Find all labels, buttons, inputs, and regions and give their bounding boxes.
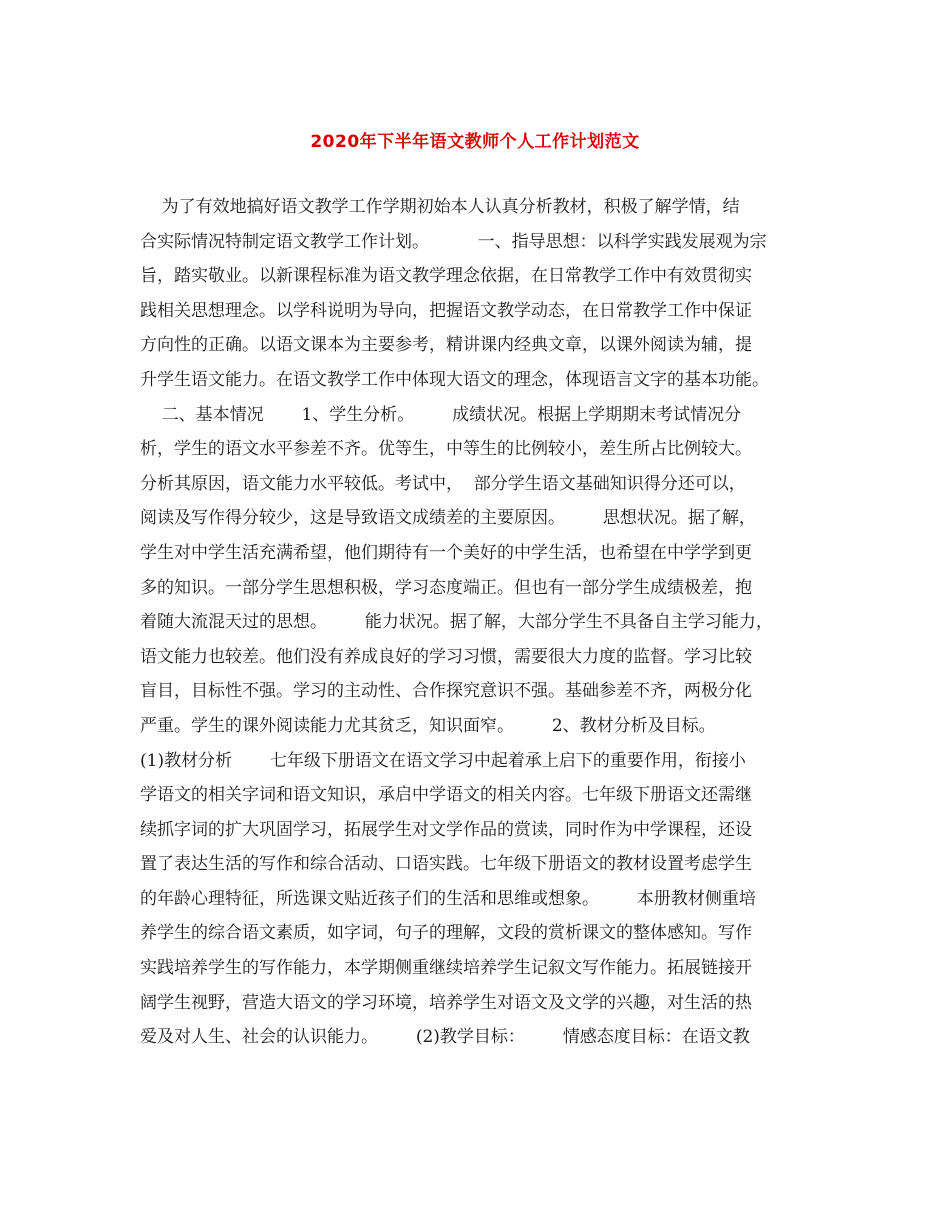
body-line: (1)教材分析 七年级下册语文在语文学习中起着承上启下的重要作用，衔接小 [140,750,746,771]
body-line: 阅读及写作得分较少，这是导致语文成绩差的主要原因。 思想状况。据了解， [140,508,756,529]
body-line: 析，学生的语文水平参差不齐。优等生，中等生的比例较小，差生所占比例较大。 [140,439,752,460]
body-line: 方向性的正确。以语文课本为主要参考，精讲课内经典文章，以课外阅读为辅，提 [140,335,752,356]
body-line: 盲目，目标性不强。学习的主动性、合作探究意识不强。基础参差不齐，两极分化 [140,681,752,702]
body-line: 旨，踏实敬业。以新课程标准为语文教学理念依据，在日常教学工作中有效贯彻实 [140,266,752,287]
document-body [140,190,820,1055]
body-line: 养学生的综合语文素质，如字词，句子的理解，文段的赏析课文的整体感知。写作 [140,923,752,944]
body-line: 二、基本情况 1、学生分析。 成绩状况。根据上学期期末考试情况分 [140,404,742,425]
body-line: 实践培养学生的写作能力，本学期侧重继续培养学生记叙文写作能力。拓展链接开 [140,958,752,979]
body-line: 为了有效地搞好语文教学工作学期初始本人认真分析教材，积极了解学情，结 [140,197,740,217]
body-line: 分析其原因，语文能力水平较低。考试中， 部分学生语文基础知识得分还可以， [140,473,746,494]
body-line: 阔学生视野，营造大语文的学习环境，培养学生对语文及文学的兴趣，对生活的热 [140,992,752,1013]
body-line: 严重。学生的课外阅读能力尤其贫乏，知识面窄。 2、教材分析及目标。 [140,715,716,736]
body-line: 践相关思想理念。以学科说明为导向，把握语文教学动态，在日常教学工作中保证 [140,300,752,321]
body-line: 升学生语文能力。在语文教学工作中体现大语文的理念，体现语言文字的基本功能。 [140,369,769,390]
body-line: 学生对中学生活充满希望，他们期待有一个美好的中学生活，也希望在中学学到更 [140,542,752,563]
document-title: 2020年下半年语文教师个人工作计划范文 [310,132,640,152]
body-line: 语文能力也较差。他们没有养成良好的学习习惯，需要很大力度的监督。学习比较 [140,646,752,667]
body-line: 的年龄心理特征，所选课文贴近孩子们的生活和思维或想象。 本册教材侧重培 [140,888,756,909]
body-line: 置了表达生活的写作和综合活动、口语实践。七年级下册语文的教材设置考虑学生 [140,854,752,875]
body-line: 爱及对人生、社会的认识能力。 (2)教学目标： 情感态度目标：在语文教 [140,1027,750,1048]
body-line: 合实际情况特制定语文教学工作计划。 一、指导思想：以科学实践发展观为宗 [140,231,767,252]
body-line: 学语文的相关字词和语文知识，承启中学语文的相关内容。七年级下册语文还需继 [140,785,752,806]
body-line: 续抓字词的扩大巩固学习，拓展学生对文学作品的赏读，同时作为中学课程，还设 [140,819,752,840]
body-line: 着随大流混天过的思想。 能力状况。据了解，大部分学生不具备自主学习能力， [140,612,773,633]
body-line: 多的知识。一部分学生思想积极，学习态度端正。但也有一部分学生成绩极差，抱 [140,577,752,598]
